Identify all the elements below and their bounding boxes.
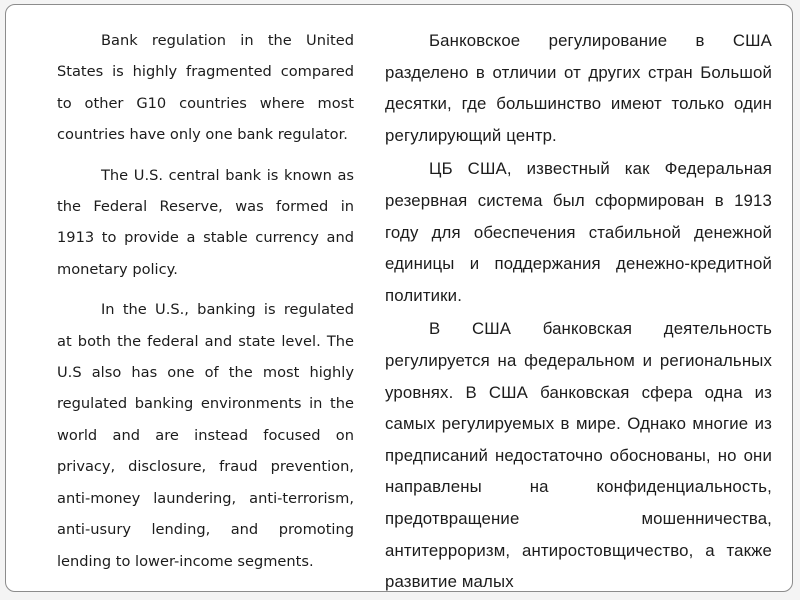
russian-text-column [385,25,772,592]
english-paragraph: The U.S. central bank is known as the Federal Reserve, was formed in 1913 to provide a stable currency and monetary policy. [57,166,354,278]
english-paragraph: Bank regulation in the United States is highly fragmented compared to other G10 countries where most countries have only one bank regulator. [57,32,354,144]
english-paragraph: In the U.S., banking is regulated at both the federal and state level. The U.S also has one of the most highly regulated banking environments in the world and are instead focused on privacy, disclosure, fraud prevention, anti-money laundering, anti-terrorism, anti-usury lending, and promoting lending to lower-income segments. [57,301,354,570]
russian-paragraph: В США банковская деятельность регулируется на федеральном и региональных уровнях. В США банковская сфера одна из самых регулируемых в мире. Однако многие из предписаний недостаточно обоснованы, но они направлены на конфиденциальность, предотвращение мошенничества, антитерроризм, антиростовщичество, а также развитие малых [385,319,772,592]
slide-frame [5,4,793,592]
english-text-column [57,25,354,577]
russian-paragraph: Банковское регулирование в США разделено в отличии от других стран Большой десятки, где большинство имеют только один регулирующий центр. [385,31,772,145]
russian-paragraph: ЦБ США, известный как Федеральная резервная система был сформирован в 1913 году для обеспечения стабильной денежной единицы и поддержания денежно-кредитной политики. [385,159,772,305]
